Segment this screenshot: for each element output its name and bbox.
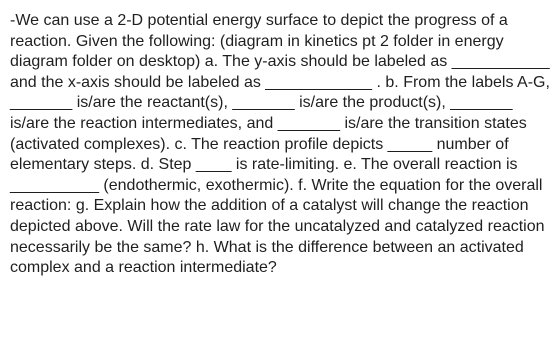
question-text: -We can use a 2-D potential energy surface to depict the progress of a reaction. Given the following: (diagram in kinetics pt 2 folder in energy diagram folder on desktop) a. The y-axis should be labeled as ___________ and the x-axis should be labeled as ____________ . b. From the labels A-G, _______ is/are the reactant(s), _______ is/are the product(s), _______ is/are the reaction intermediates, and _______ is/are the transition states (activated complexes). c. The reaction profile depicts _____ number of elementary steps. d. Step ____ is rate-limiting. e. The overall reaction is __________ (endothermic, exothermic). f. Write the equation for the overall reaction: g. Explain how the addition of a catalyst will change the reaction depicted above. Will the rate law for the uncatalyzed and catalyzed reaction necessarily be the same? h. What is the difference between an activated complex and a reaction intermediate? — [10, 12, 550, 277]
